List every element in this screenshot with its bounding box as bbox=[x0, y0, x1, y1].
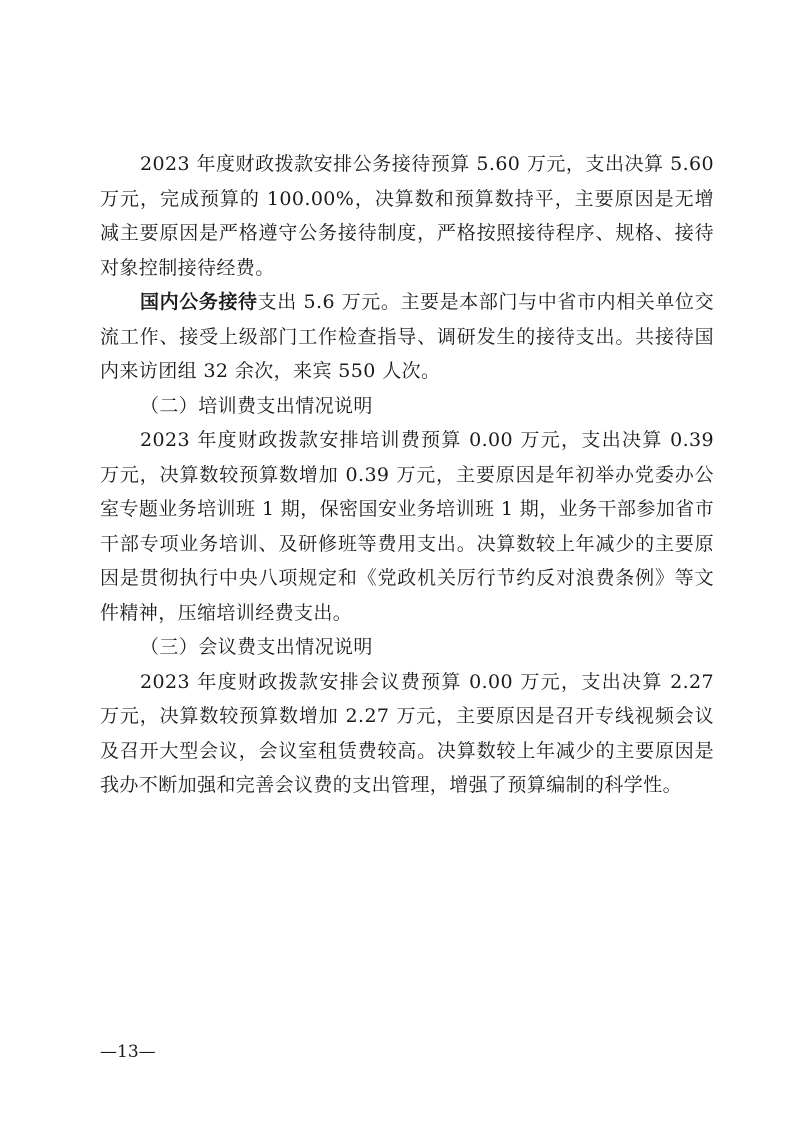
paragraph-domestic-reception bbox=[100, 285, 714, 389]
page-number: —13— bbox=[100, 1042, 156, 1062]
domestic-reception-text: 支出 5.6 万元。主要是本部门与中省市内相关单位交流工作、接受上级部门工作检查指导、调研发生的接待支出。共接待国内来访团组 32 余次，来宾 550 人次。 bbox=[100, 291, 714, 382]
section-heading-meeting: （三）会议费支出情况说明 bbox=[140, 636, 373, 658]
document-body bbox=[100, 147, 714, 803]
paragraph-meeting-budget: 2023 年度财政拨款安排会议费预算 0.00 万元，支出决算 2.27 万元，决算数较预算数增加 2.27 万元，主要原因是召开专线视频会议及召开大型会议，会议室租赁费较高。决算数较上年减少的主要原因是我办不断加强和完善会议费的支出管理，增强了预算编制的科学性。 bbox=[100, 670, 714, 796]
paragraph-training-budget: 2023 年度财政拨款安排培训费预算 0.00 万元，支出决算 0.39 万元，决算数较预算数增加 0.39 万元，主要原因是年初举办党委办公室专题业务培训班 1 期，保密国安业务培训班 1 期，业务干部参加省市干部专项业务培训、及研修班等费用支出。决算数较上年减少的主要原因是贯彻执行中央八项规定和《党政机关厉行节约反对浪费条例》等文件精神，压缩培训经费支出。 bbox=[100, 429, 714, 624]
domestic-reception-label: 国内公务接待 bbox=[140, 291, 258, 313]
paragraph-reception-budget: 2023 年度财政拨款安排公务接待预算 5.60 万元，支出决算 5.60 万元，完成预算的 100.00%，决算数和预算数持平，主要原因是无增减主要原因是严格遵守公务接待制度，严格按照接待程序、规格、接待对象控制接待经费。 bbox=[100, 153, 714, 279]
section-heading-training: （二）培训费支出情况说明 bbox=[140, 394, 373, 417]
